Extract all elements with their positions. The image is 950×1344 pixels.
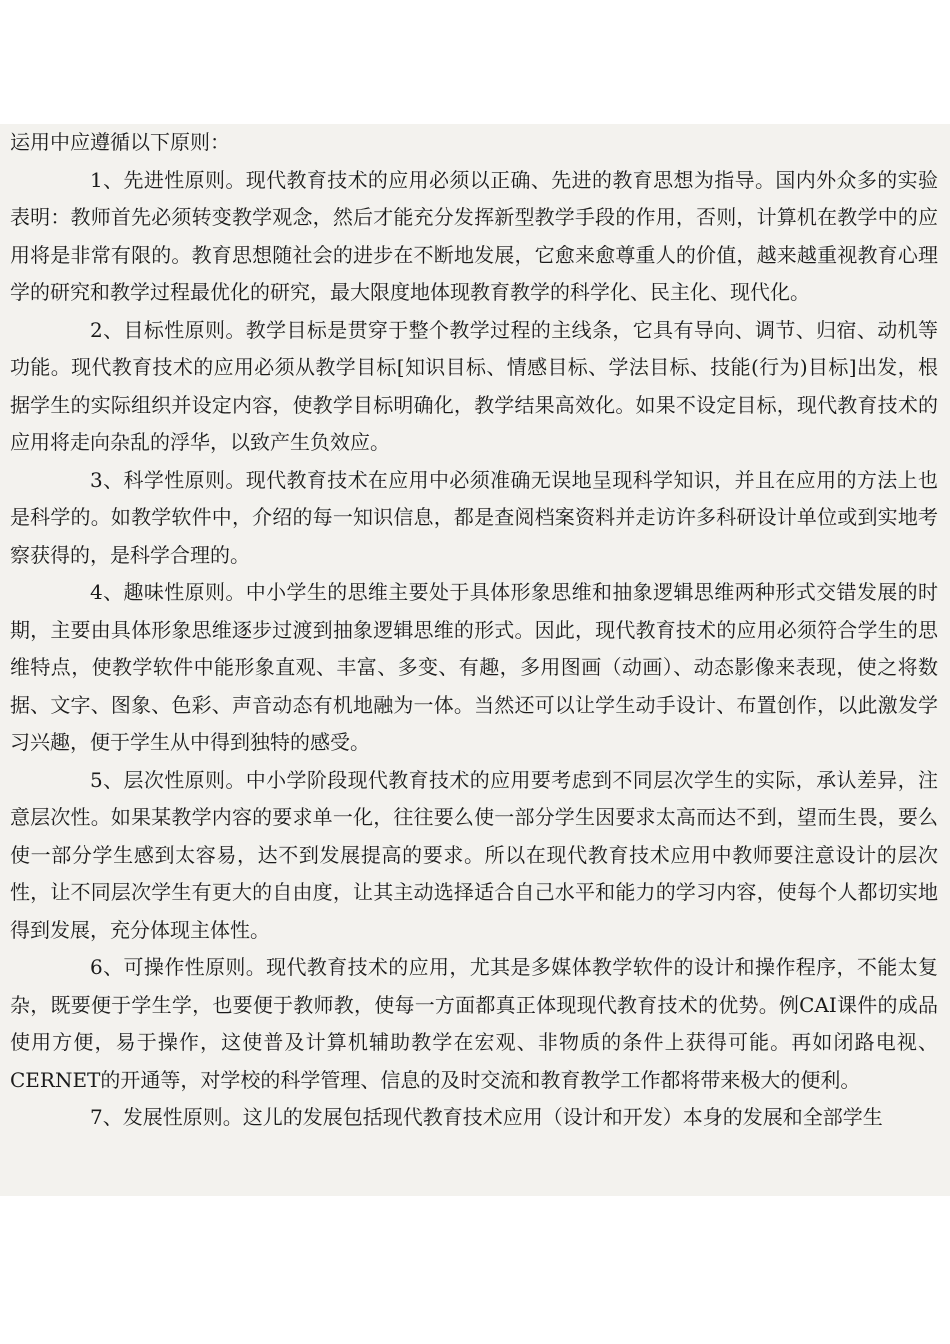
paragraph-principle-5: 5、层次性原则。中小学阶段现代教育技术的应用要考虑到不同层次学生的实际，承认差异，注意层次性。如果某教学内容的要求单一化，往往要么使一部分学生因要求太高而达不到，望而生畏，要么使一部分学生感到太容易，达不到发展提高的要求。所以在现代教育技术应用中教师要注意设计的层次性，让不同层次学生有更大的自由度，让其主动选择适合自己水平和能力的学习内容，使每个人都切实地得到发展，充分体现主体性。 (10, 767, 938, 942)
document-page (0, 124, 950, 1196)
paragraph-principle-6: 6、可操作性原则。现代教育技术的应用，尤其是多媒体教学软件的设计和操作程序，不能太复杂，既要便于学生学，也要便于教师教，使每一方面都真正体现现代教育技术的优势。例CAI课件的成品使用方便，易于操作，这使普及计算机辅助教学在宏观、非物质的条件上获得可能。再如闭路电视、CERNET的开通等，对学校的科学管理、信息的及时交流和教育教学工作都将带来极大的便利。 (10, 955, 938, 1092)
paragraph-principle-2: 2、目标性原则。教学目标是贯穿于整个教学过程的主线条，它具有导向、调节、归宿、动机等功能。现代教育技术的应用必须从教学目标[知识目标、情感目标、学法目标、技能(行为)目标]出发，根据学生的实际组织并设定内容，使教学目标明确化，教学结果高效化。如果不设定目标，现代教育技术的应用将走向杂乱的浮华，以致产生负效应。 (10, 317, 938, 454)
paragraph-principle-7: 7、发展性原则。这儿的发展包括现代教育技术应用（设计和开发）本身的发展和全部学生 (90, 1105, 883, 1129)
paragraph-principle-4: 4、趣味性原则。中小学生的思维主要处于具体形象思维和抽象逻辑思维两种形式交错发展的时期，主要由具体形象思维逐步过渡到抽象逻辑思维的形式。因此，现代教育技术的应用必须符合学生的思维特点，使教学软件中能形象直观、丰富、多变、有趣，多用图画（动画）、动态影像来表现，使之将数据、文字、图象、色彩、声音动态有机地融为一体。当然还可以让学生动手设计、布置创作，以此激发学习兴趣，便于学生从中得到独特的感受。 (10, 580, 938, 754)
intro-line: 运用中应遵循以下原则： (10, 130, 230, 154)
paragraph-principle-1: 1、先进性原则。现代教育技术的应用必须以正确、先进的教育思想为指导。国内外众多的实验表明：教师首先必须转变教学观念，然后才能充分发挥新型教学手段的作用，否则，计算机在教学中的应用将是非常有限的。教育思想随社会的进步在不断地发展，它愈来愈尊重人的价值，越来越重视教育心理学的研究和教学过程最优化的研究，最大限度地体现教育教学的科学化、民主化、现代化。 (10, 167, 938, 304)
paragraph-principle-3: 3、科学性原则。现代教育技术在应用中必须准确无误地呈现科学知识，并且在应用的方法上也是科学的。如教学软件中，介绍的每一知识信息，都是查阅档案资料并走访许多科研设计单位或到实地考察获得的，是科学合理的。 (10, 467, 938, 567)
